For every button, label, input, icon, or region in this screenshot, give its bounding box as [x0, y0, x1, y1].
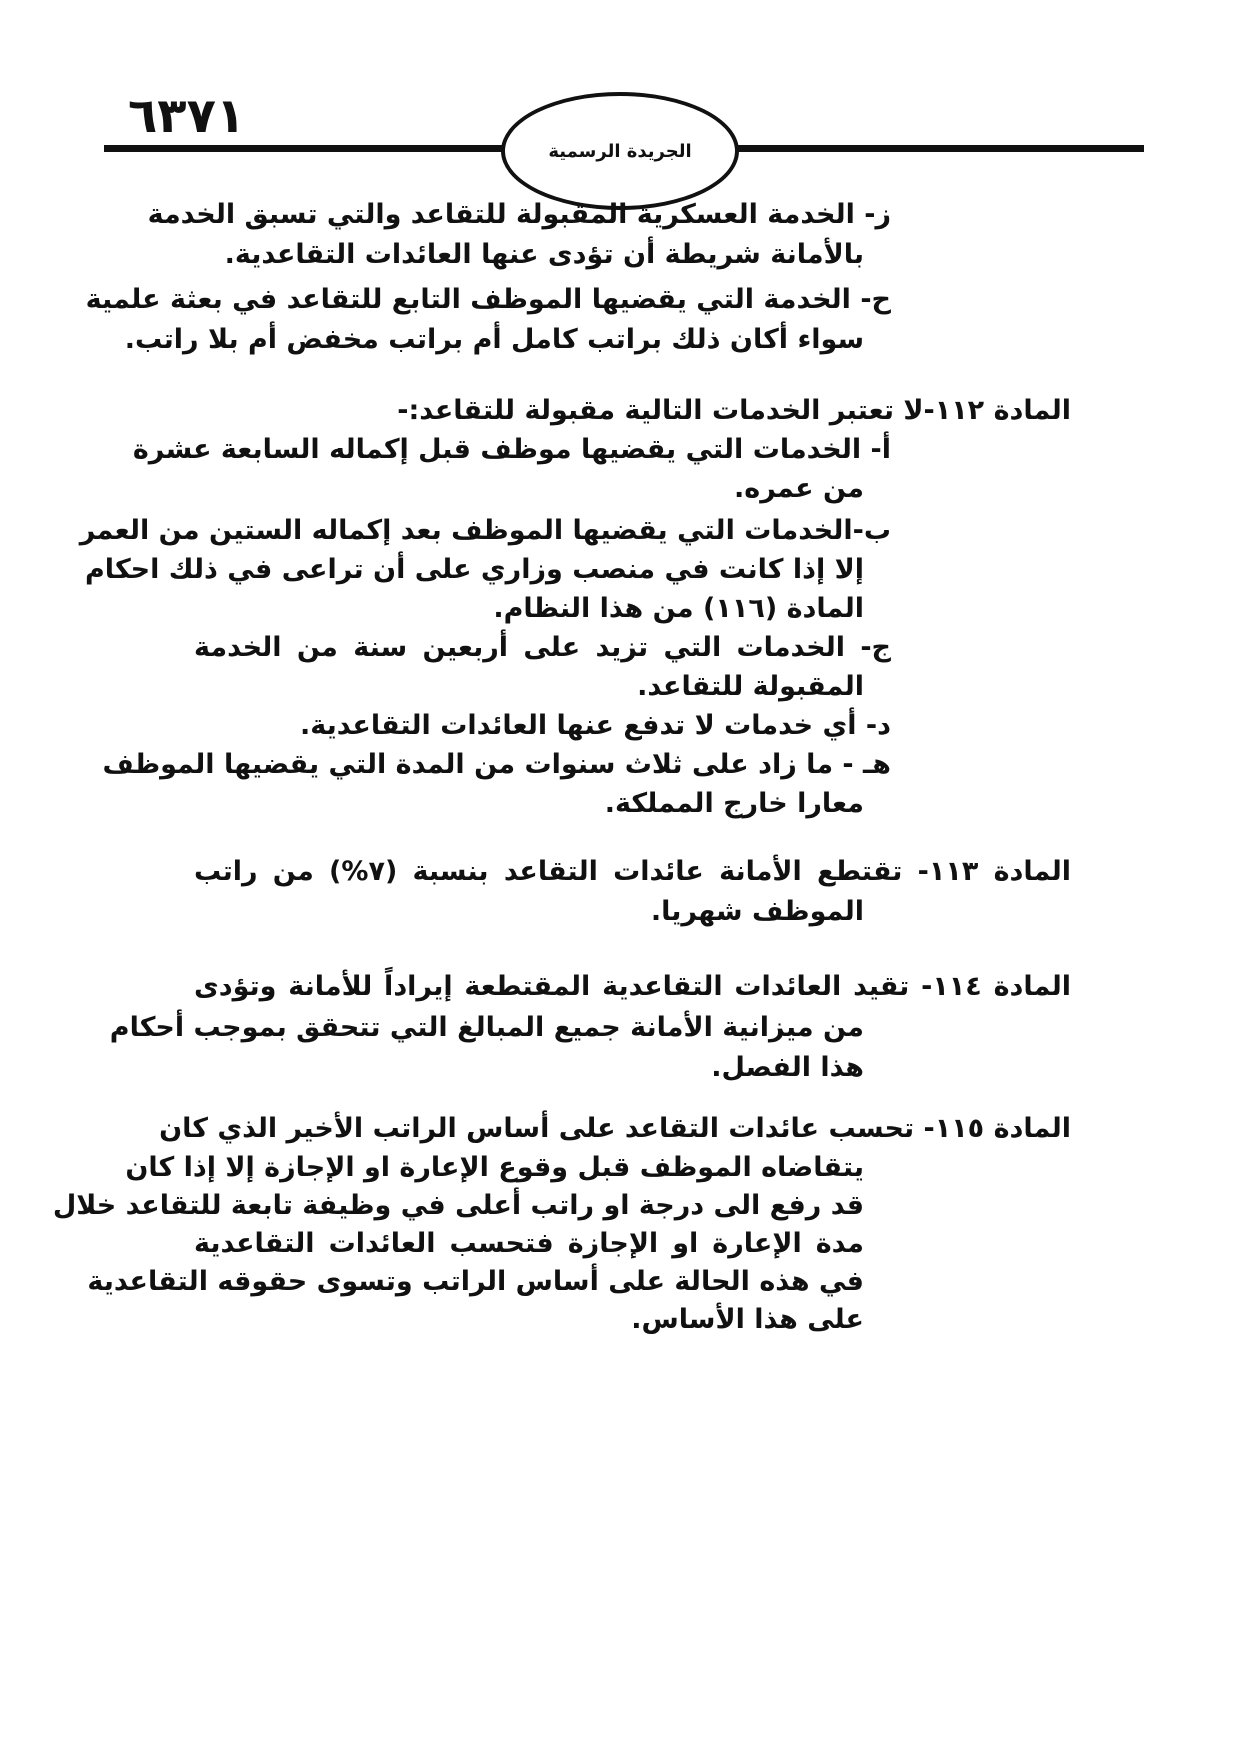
article-114-line-2: من ميزانية الأمانة جميع المبالغ التي تتحقق بموجب أحكام: [109, 1012, 864, 1043]
item-he-line-1: هـ - ما زاد على ثلاث سنوات من المدة التي يقضيها الموظف: [102, 749, 891, 780]
article-115-line-3: قد رفع الى درجة او راتب أعلى في وظيفة تابعة للتقاعد خلال: [52, 1190, 864, 1221]
item-b-line-1: ب-الخدمات التي يقضيها الموظف بعد إكماله الستين من العمر: [79, 515, 891, 546]
article-113-line-2: الموظف شهريا.: [650, 896, 864, 927]
page-number: ٦٣٧١: [128, 88, 246, 144]
item-j-line-2: المقبولة للتقاعد.: [637, 671, 864, 702]
item-he-line-2: معارا خارج المملكة.: [604, 788, 864, 819]
article-115-line-2: يتقاضاه الموظف قبل وقوع الإعارة او الإجازة إلا إذا كان: [125, 1152, 864, 1183]
item-b-line-3: المادة (١١٦) من هذا النظام.: [493, 593, 864, 624]
article-114-line-3: هذا الفصل.: [711, 1052, 864, 1083]
gazette-title: الجريدة الرسمية: [548, 140, 692, 162]
article-115-line-5: في هذه الحالة على أساس الراتب وتسوى حقوقه التقاعدية: [87, 1266, 864, 1297]
article-115-line-4: مدة الإعارة او الإجازة فتحسب العائدات التقاعدية: [194, 1228, 864, 1259]
article-115-line-6: على هذا الأساس.: [631, 1304, 864, 1335]
item-a-line-1: أ- الخدمات التي يقضيها موظف قبل إكماله السابعة عشرة: [132, 434, 891, 465]
article-112-heading: المادة ١١٢-لا تعتبر الخدمات التالية مقبولة للتقاعد:-: [397, 395, 1071, 426]
item-z-line-1: ز- الخدمة العسكرية المقبولة للتقاعد والتي تسبق الخدمة: [147, 199, 891, 230]
item-d-line-1: د- أي خدمات لا تدفع عنها العائدات التقاعدية.: [300, 710, 891, 741]
item-z-line-2: بالأمانة شريطة أن تؤدى عنها العائدات التقاعدية.: [224, 239, 864, 270]
item-h-line-1: ح- الخدمة التي يقضيها الموظف التابع للتقاعد في بعثة علمية: [85, 284, 891, 315]
item-j-line-1: ج- الخدمات التي تزيد على أربعين سنة من الخدمة: [194, 632, 891, 663]
item-b-line-2: إلا إذا كانت في منصب وزاري على أن تراعى في ذلك احكام: [85, 554, 864, 585]
item-a-line-2: من عمره.: [734, 473, 864, 504]
article-114-line-1: المادة ١١٤- تقيد العائدات التقاعدية المقتطعة إيراداً للأمانة وتؤدى: [194, 971, 1072, 1002]
article-113-line-1: المادة ١١٣- تقتطع الأمانة عائدات التقاعد بنسبة (٧%) من راتب: [194, 856, 1071, 887]
article-115-line-1: المادة ١١٥- تحسب عائدات التقاعد على أساس الراتب الأخير الذي كان: [159, 1113, 1071, 1144]
item-h-line-2: سواء أكان ذلك براتب كامل أم براتب مخفض أم بلا راتب.: [124, 324, 864, 355]
